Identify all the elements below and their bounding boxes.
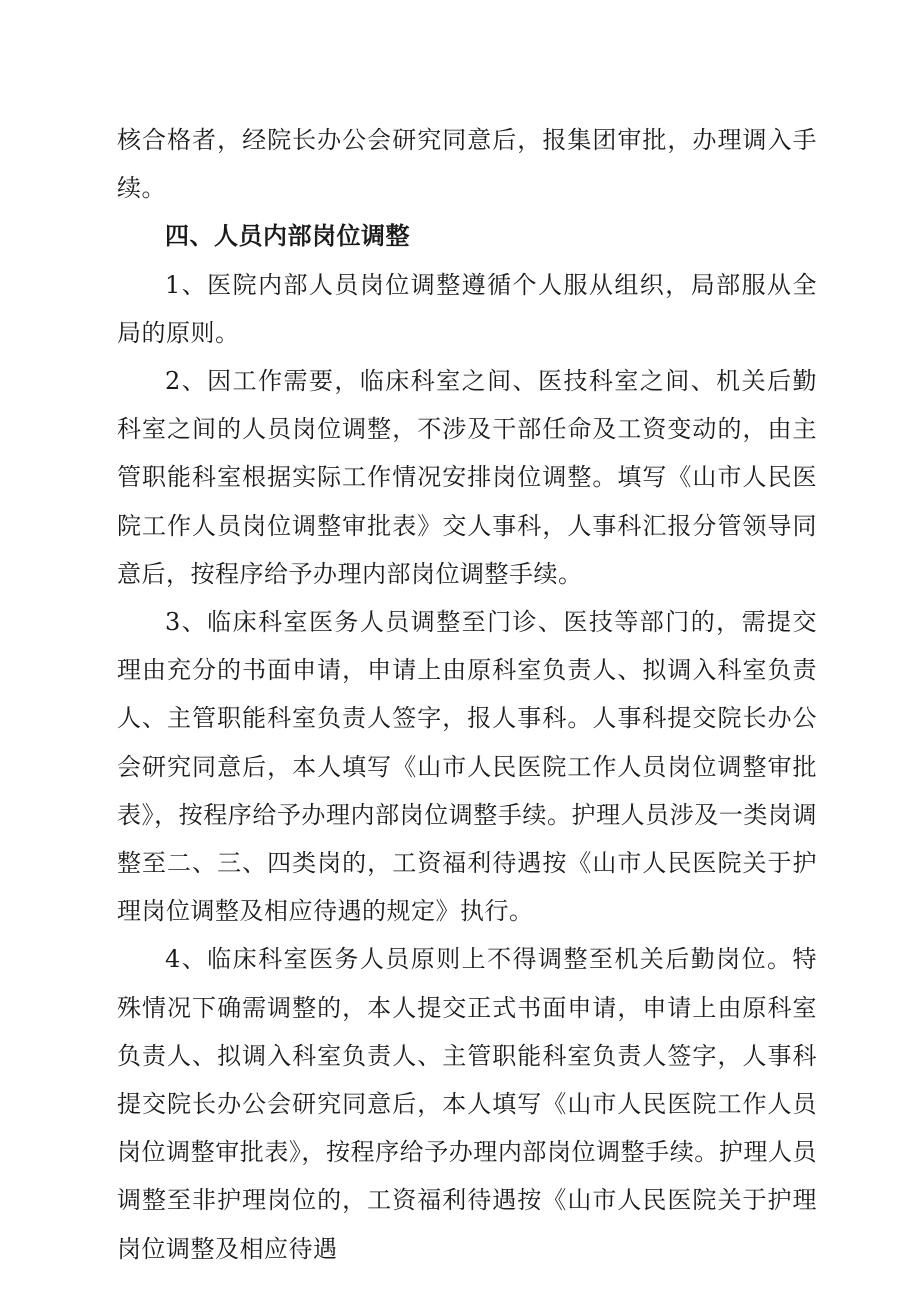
paragraph-item-3: 3、临床科室医务人员调整至门诊、医技等部门的，需提交理由充分的书面申请，申请上由原科室负责人、拟调入科室负责人、主管职能科室负责人签字，报人事科。人事科提交院长办公会研究同意后，本人填写《山市人民医院工作人员岗位调整审批表》，按程序给予办理内部岗位调整手续。护理人员涉及一类岗调整至二、三、四类岗的，工资福利待遇按《山市人民医院关于护理岗位调整及相应待遇的规定》执行。 [117, 608, 817, 926]
document-body [117, 116, 817, 1273]
paragraph-item-1: 1、医院内部人员岗位调整遵循个人服从组织，局部服从全局的原则。 [117, 270, 817, 347]
paragraph-item-4: 4、临床科室医务人员原则上不得调整至机关后勤岗位。特殊情况下确需调整的，本人提交正式书面申请，申请上由原科室负责人、拟调入科室负责人、主管职能科室负责人签字，人事科提交院长办公会研究同意后，本人填写《山市人民医院工作人员岗位调整审批表》，按程序给予办理内部岗位调整手续。护理人员调整至非护理岗位的，工资福利待遇按《山市人民医院关于护理岗位调整及相应待遇 [117, 945, 817, 1263]
section-heading: 四、人员内部岗位调整 [165, 222, 410, 251]
paragraph-item-2: 2、因工作需要，临床科室之间、医技科室之间、机关后勤科室之间的人员岗位调整，不涉及干部任命及工资变动的，由主管职能科室根据实际工作情况安排岗位调整。填写《山市人民医院工作人员岗位调整审批表》交人事科，人事科汇报分管领导同意后，按程序给予办理内部岗位调整手续。 [117, 367, 817, 588]
paragraph-continuation: 核合格者，经院长办公会研究同意后，报集团审批，办理调入手续。 [117, 126, 817, 203]
